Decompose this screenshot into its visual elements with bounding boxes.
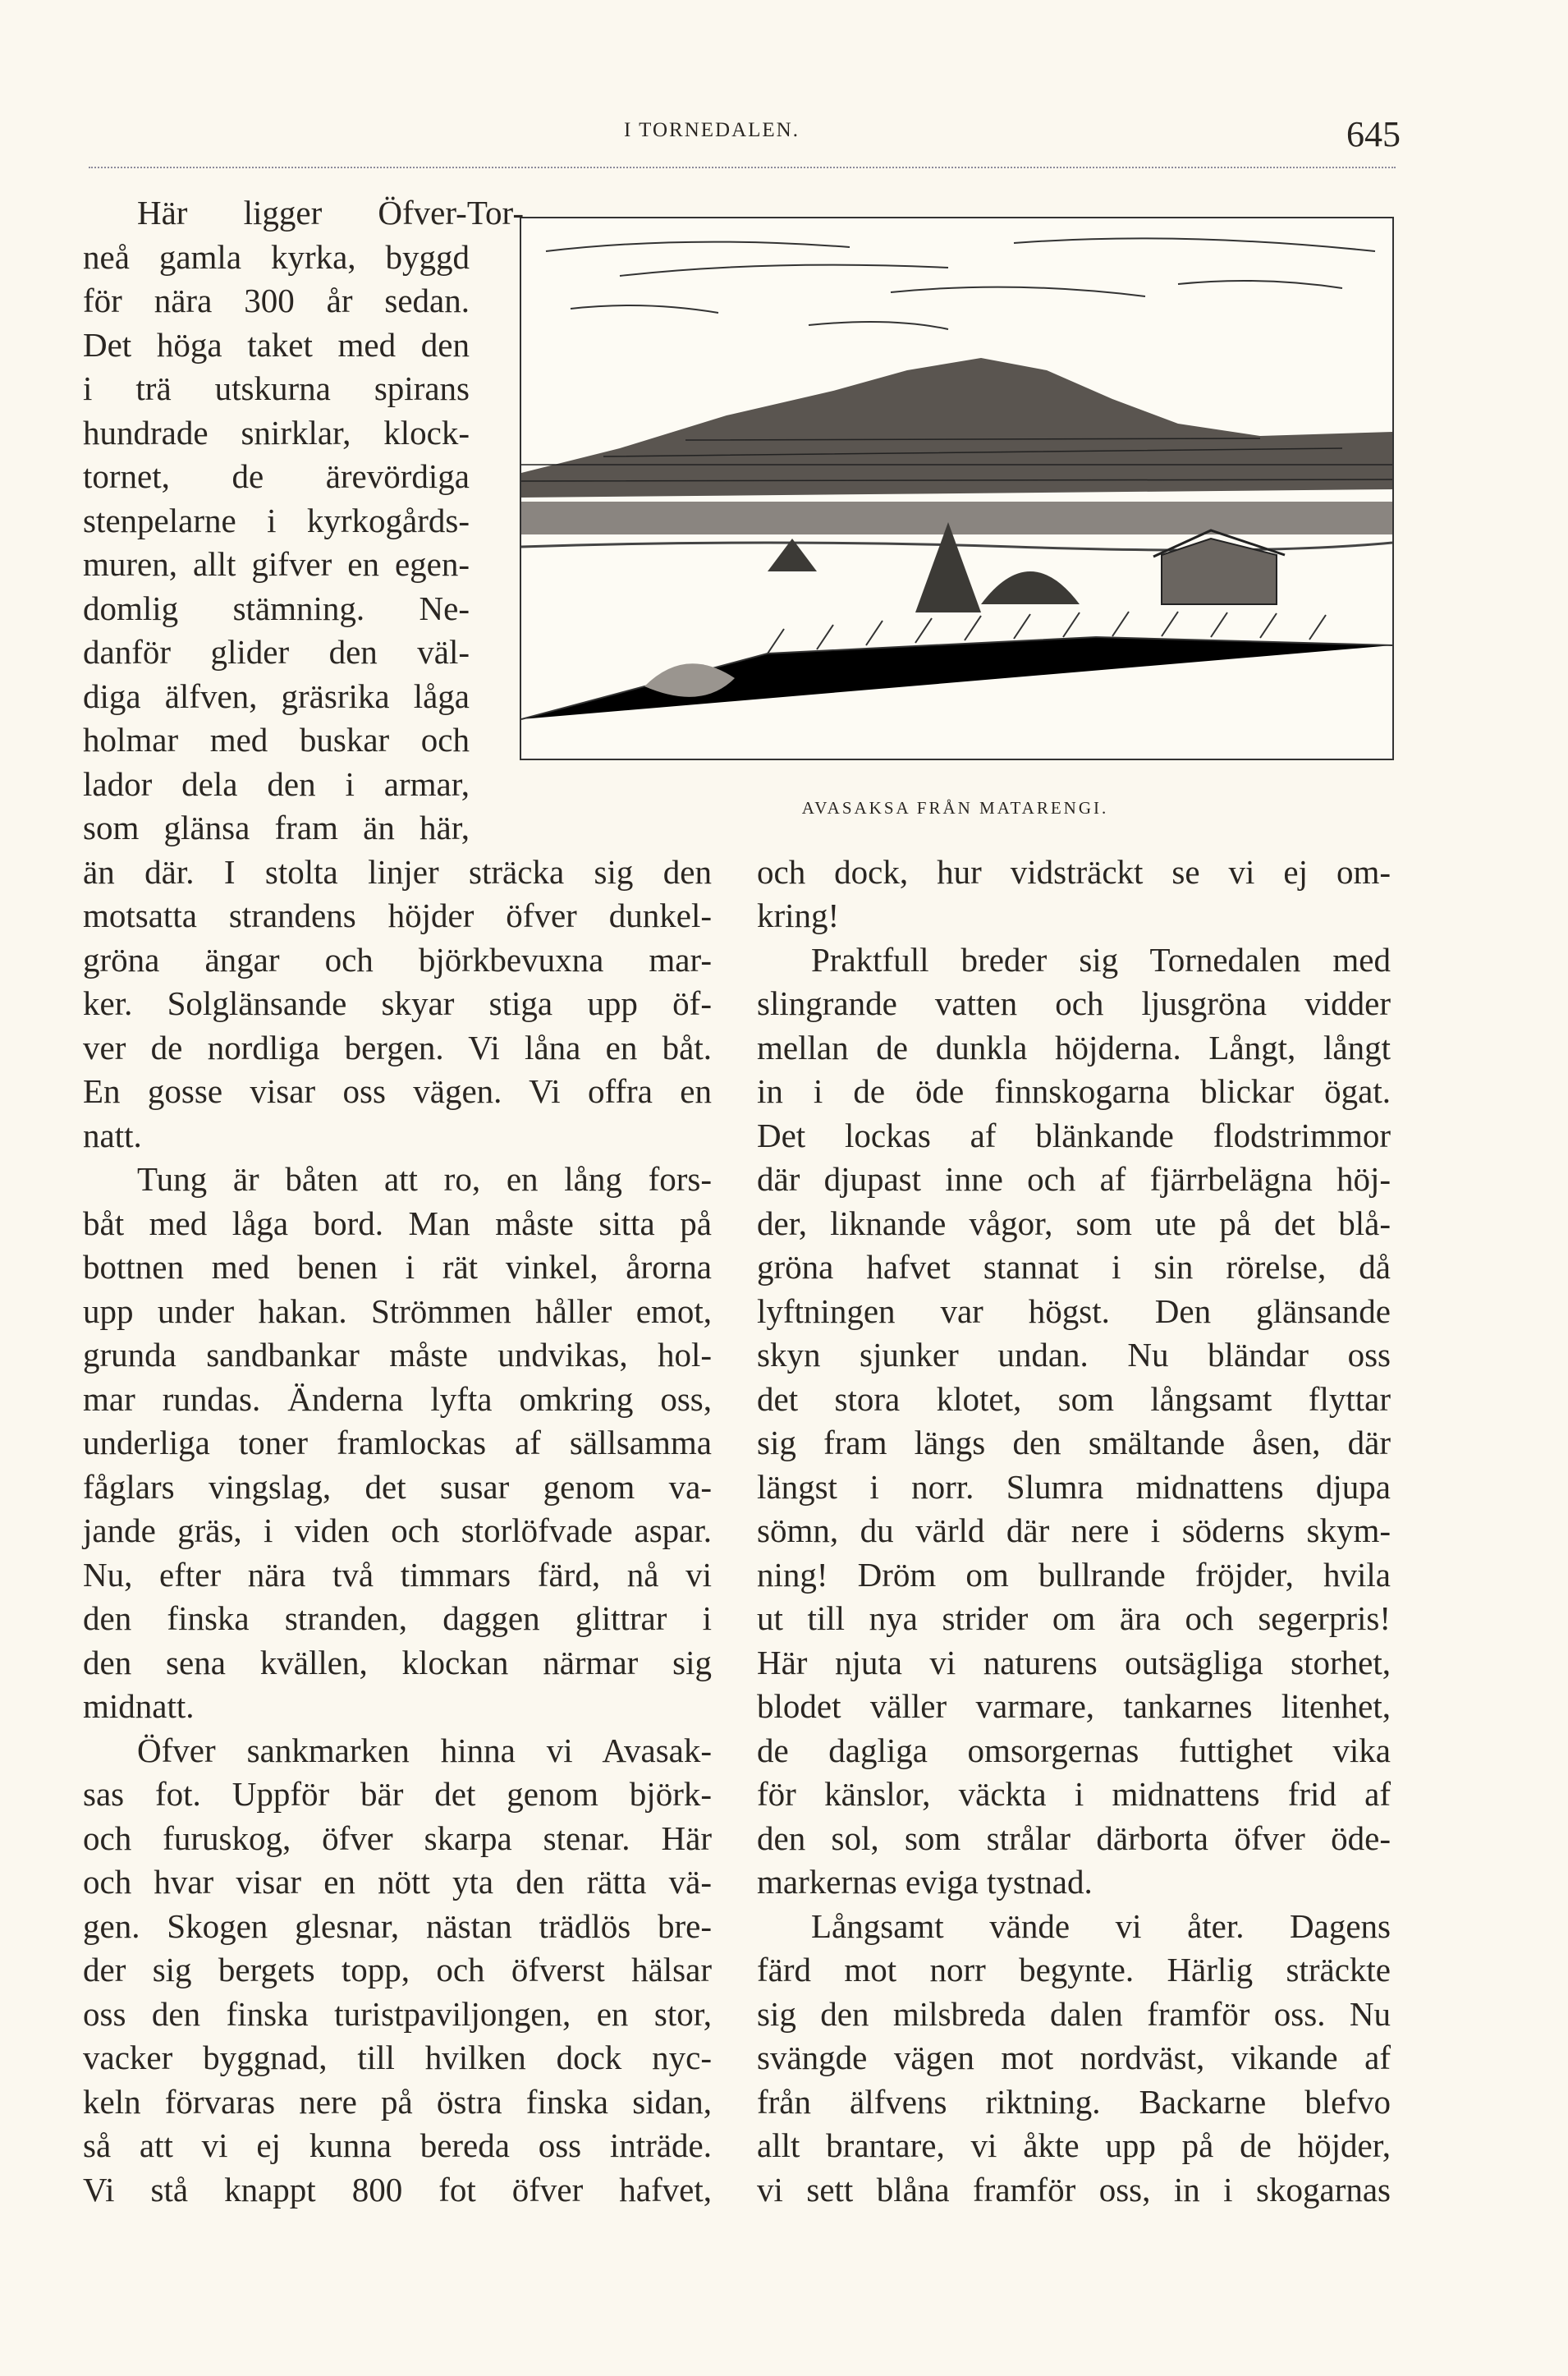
text-line: Långsamt vände vi åter. Dagens xyxy=(811,1906,1391,1945)
text-line: lyftningen var högst. Den glänsande xyxy=(757,1291,1391,1330)
text-line: diga älfven, gräsrika låga xyxy=(83,677,470,715)
text-line: ning! Dröm om bullrande fröjder, hvila xyxy=(757,1555,1391,1594)
text-line: Praktfull breder sig Tornedalen med xyxy=(811,940,1391,979)
text-line: muren, allt gifver en egen- xyxy=(83,545,470,583)
text-line: än där. I stolta linjer sträcka sig den xyxy=(83,852,712,891)
text-line: i trä utskurna spirans xyxy=(83,369,470,407)
text-line: holmar med buskar och xyxy=(83,721,470,759)
text-line: allt brantare, vi åkte upp på de höjder, xyxy=(757,2126,1391,2164)
text-line: tornet, de ärevördiga xyxy=(83,457,470,495)
text-line: vacker byggnad, till hvilken dock nyc- xyxy=(83,2039,712,2076)
text-line: och hvar visar en nött yta den rätta vä- xyxy=(83,1863,712,1901)
text-line: för nära 300 år sedan. xyxy=(83,282,470,319)
running-head: I TORNEDALEN. xyxy=(624,119,800,141)
text-line: Tung är båten att ro, en lång fors- xyxy=(137,1160,712,1198)
text-line: domlig stämning. Ne- xyxy=(83,589,470,627)
text-line: keln förvaras nere på östra finska sidan, xyxy=(83,2082,712,2121)
right-column xyxy=(757,851,1391,2213)
text-line: och dock, hur vidsträckt se vi ej om- xyxy=(757,852,1391,891)
text-line: sig fram längs den smältande åsen, där xyxy=(757,1424,1391,1461)
text-line: in i de öde finnskogarna blickar ögat. xyxy=(757,1072,1391,1110)
text-line: längst i norr. Slumra midnattens djupa xyxy=(757,1467,1391,1506)
left-column xyxy=(83,191,712,2212)
text-line: Det höga taket med den xyxy=(83,325,470,364)
text-line: markernas eviga tystnad. xyxy=(757,1863,1093,1901)
text-line: Vi stå knappt 800 fot öfver hafvet, xyxy=(83,2170,712,2209)
text-line: den finska stranden, daggen glittrar i xyxy=(83,1599,712,1637)
text-line: natt. xyxy=(83,1116,142,1154)
text-line: Här ligger Öfver-Tor- xyxy=(137,194,524,232)
text-line: fåglars vingslag, det susar genom va- xyxy=(83,1467,712,1506)
text-line: midnatt. xyxy=(83,1687,195,1725)
text-line: från älfvens riktning. Backarne blefvo xyxy=(757,2082,1391,2121)
text-line: de dagliga omsorgernas futtighet vika xyxy=(757,1731,1391,1769)
text-line: lador dela den i armar, xyxy=(83,764,470,803)
text-line: den sena kvällen, klockan närmar sig xyxy=(83,1643,712,1681)
text-line: upp under hakan. Strömmen håller emot, xyxy=(83,1291,712,1330)
text-line: underliga toner framlockas af sällsamma xyxy=(83,1424,712,1461)
text-line: Här njuta vi naturens outsägliga storhet, xyxy=(757,1643,1391,1681)
text-line: Det lockas af blänkande flodstrimmor xyxy=(757,1116,1391,1154)
text-line: det stora klotet, som långsamt flyttar xyxy=(757,1379,1391,1418)
text-line: ut till nya strider om ära och segerpris! xyxy=(757,1599,1391,1637)
text-line: svängde vägen mot nordväst, vikande af xyxy=(757,2039,1391,2076)
text-line: En gosse visar oss vägen. Vi offra en xyxy=(83,1072,712,1110)
text-line: stenpelarne i kyrkogårds- xyxy=(83,501,470,539)
text-line: sig den milsbreda dalen framför oss. Nu xyxy=(757,1994,1391,2033)
text-line: mar rundas. Änderna lyfta omkring oss, xyxy=(83,1379,712,1418)
text-line: danför glider den väl- xyxy=(83,633,470,671)
text-line: oss den finska turistpaviljongen, en stor, xyxy=(83,1994,712,2033)
page-number: 645 xyxy=(1346,114,1401,154)
text-line: för känslor, väckta i midnattens frid af xyxy=(757,1775,1391,1813)
text-line: kring! xyxy=(757,897,840,934)
text-line: vi sett blåna framför oss, in i skogarnas xyxy=(757,2170,1391,2209)
text-line: bottnen med benen i rät vinkel, årorna xyxy=(83,1248,712,1286)
text-line: gröna ängar och björkbevuxna mar- xyxy=(83,940,712,979)
text-line: ver de nordliga bergen. Vi låna en båt. xyxy=(83,1028,712,1066)
text-line: mellan de dunkla höjderna. Långt, långt xyxy=(757,1028,1391,1066)
text-line: hundrade snirklar, klock- xyxy=(83,413,470,452)
text-line: sömn, du värld där nere i söderns skym- xyxy=(757,1511,1391,1549)
text-line: sas fot. Uppför bär det genom björk- xyxy=(83,1775,712,1813)
text-line: slingrande vatten och ljusgröna vidder xyxy=(757,984,1391,1022)
text-line: motsatta strandens höjder öfver dunkel- xyxy=(83,897,712,934)
figure-caption: AVASAKSA FRÅN MATARENGI. xyxy=(801,798,1109,818)
text-line: som glänsa fram än här, xyxy=(83,809,470,846)
text-line: där djupast inne och af fjärrbelägna höj- xyxy=(757,1160,1391,1198)
text-line: jande gräs, i viden och storlöfvade aspar. xyxy=(83,1511,712,1549)
text-line: och furuskog, öfver skarpa stenar. Här xyxy=(83,1819,712,1857)
text-line: Öfver sankmarken hinna vi Avasak- xyxy=(137,1731,712,1769)
text-line: ker. Solglänsande skyar stiga upp öf- xyxy=(83,984,712,1022)
text-line: färd mot norr begynte. Härlig sträckte xyxy=(757,1951,1391,1988)
text-line: så att vi ej kunna bereda oss inträde. xyxy=(83,2126,712,2164)
text-line: neå gamla kyrka, byggd xyxy=(83,237,470,276)
text-line: gröna hafvet stannat i sin rörelse, då xyxy=(757,1248,1391,1286)
text-line: skyn sjunker undan. Nu bländar oss xyxy=(757,1336,1391,1374)
text-line: grunda sandbankar måste undvikas, hol- xyxy=(83,1336,712,1374)
text-line: gen. Skogen glesnar, nästan trädlös bre- xyxy=(83,1906,712,1945)
text-line: der, liknande vågor, som ute på det blå- xyxy=(757,1204,1391,1242)
text-line: den sol, som strålar därborta öfver öde- xyxy=(757,1819,1391,1857)
text-line: blodet väller varmare, tankarnes litenhet, xyxy=(757,1687,1391,1725)
header-rule xyxy=(89,167,1396,168)
text-line: Nu, efter nära två timmars färd, nå vi xyxy=(83,1555,712,1594)
text-line: båt med låga bord. Man måste sitta på xyxy=(83,1204,712,1242)
text-line: der sig bergets topp, och öfverst hälsar xyxy=(83,1951,712,1988)
